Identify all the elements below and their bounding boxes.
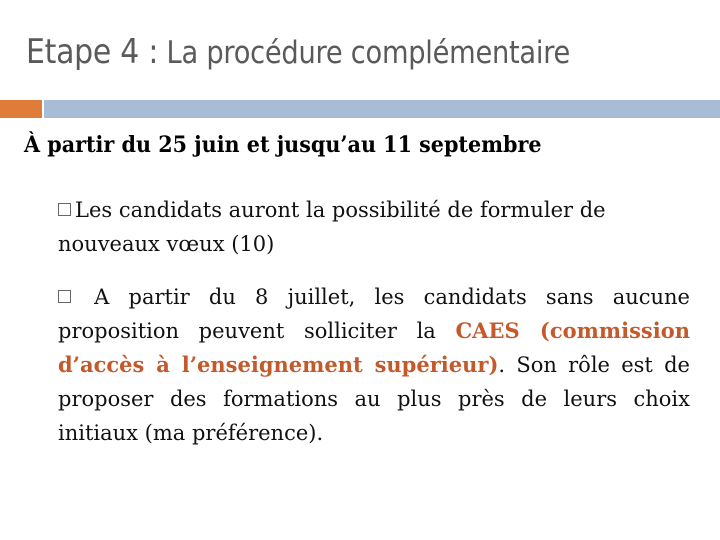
accent-bar-orange <box>0 100 42 118</box>
slide-title-step: Etape 4 : <box>26 32 159 72</box>
slide-title-text: La procédure complémentaire <box>158 35 571 71</box>
bullet-item-2 <box>58 280 690 450</box>
bullet-2-lead: A partir du 8 juillet, les candidats sans aucune proposition peuvent solliciter la <box>58 285 690 343</box>
bullet-square-icon <box>58 290 71 303</box>
caes-highlight: CAES (commission d’accès à l’enseignement supérieur) <box>58 318 690 377</box>
bullet-2-tail: . Son rôle est de proposer des formations au plus près de leurs choix initiaux (ma préférence). <box>58 353 690 445</box>
bullet-square-icon <box>58 203 71 216</box>
bullet-1-text: Les candidats auront la possibilité de formuler de nouveaux vœux (10) <box>58 198 606 256</box>
slide-subtitle: À partir du 25 juin et jusqu’au 11 septembre <box>24 132 542 158</box>
bullet-item-1 <box>58 193 690 261</box>
accent-bar-blue <box>44 100 720 118</box>
slide-title <box>26 32 570 72</box>
